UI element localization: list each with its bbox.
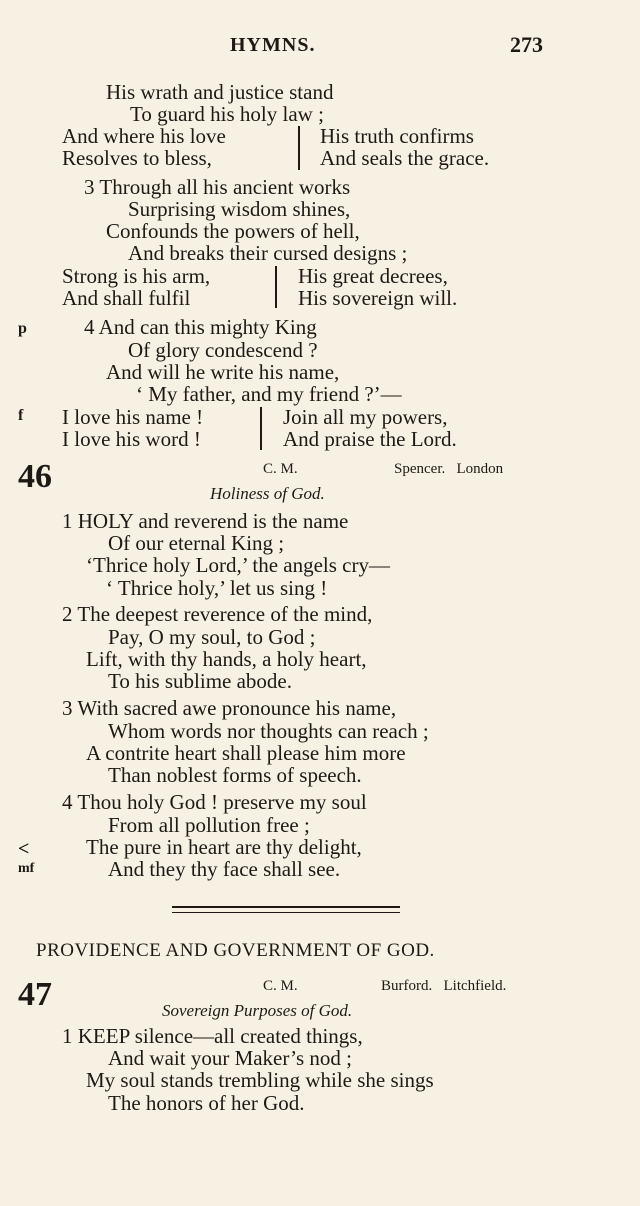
verse-line: 1 HOLY and reverend is the name (62, 509, 349, 533)
crescendo-mark: < (18, 838, 30, 860)
verse-line: Pay, O my soul, to God ; (108, 625, 316, 649)
verse-line: And wait your Maker’s nod ; (108, 1046, 352, 1070)
hymn-number: 47 (18, 976, 52, 1013)
verse-line: To his sublime abode. (108, 669, 293, 693)
verse-line: Of our eternal King ; (108, 531, 285, 555)
split-divider (260, 407, 262, 450)
section-rule-bottom (172, 912, 400, 913)
section-heading: PROVIDENCE AND GOVERNMENT OF GOD. (36, 940, 435, 961)
verse-line-right: Join all my powers, (283, 405, 448, 429)
verse-line: And they thy face shall see. (108, 857, 341, 881)
verse-line: Whom words nor thoughts can reach ; (108, 719, 429, 743)
verse-line: ‘Thrice holy Lord,’ the angels cry— (86, 553, 390, 577)
verse-line: Of glory condescend ? (128, 338, 318, 362)
verse-line-left: I love his word ! (62, 427, 201, 451)
verse-line: The honors of her God. (108, 1091, 305, 1115)
verse-line: Confounds the powers of hell, (106, 219, 360, 243)
verse-line: His wrath and justice stand (106, 80, 334, 104)
verse-line: Surprising wisdom shines, (128, 197, 351, 221)
verse-line: To guard his holy law ; (130, 102, 324, 126)
verse-line: Than noblest forms of speech. (108, 763, 362, 787)
verse-line: The pure in heart are thy delight, (86, 835, 362, 859)
verse-line: 3 Through all his ancient works (84, 175, 351, 199)
section-rule-top (172, 906, 400, 908)
hymn-subtitle: Holiness of God. (210, 484, 325, 503)
verse-line: 4 Thou holy God ! preserve my soul (62, 790, 367, 814)
verse-line-right: And seals the grace. (320, 146, 490, 170)
hymn-number: 46 (18, 458, 52, 495)
verse-line: 1 KEEP silence—all created things, (62, 1024, 363, 1048)
hymn-subtitle: Sovereign Purposes of God. (162, 1001, 353, 1020)
dynamic-mark-piano: p (18, 320, 27, 337)
dynamic-mark-mezzoforte: mf (18, 861, 35, 876)
dynamic-mark-forte: f (18, 407, 24, 424)
verse-line: ‘ Thrice holy,’ let us sing ! (106, 576, 328, 600)
hymn-tunes: Spencer. London (394, 461, 504, 477)
verse-line-left: Resolves to bless, (62, 146, 212, 170)
verse-line: ‘ My father, and my friend ?’— (136, 382, 402, 406)
verse-line-right: His sovereign will. (298, 286, 458, 310)
hymn-meter: C. M. (263, 978, 298, 994)
verse-line: 3 With sacred awe pronounce his name, (62, 696, 397, 720)
split-divider (298, 126, 300, 170)
verse-line-left: And shall fulfil (62, 286, 191, 310)
verse-line: 4 And can this mighty King (84, 315, 317, 339)
verse-line-left: I love his name ! (62, 405, 204, 429)
verse-line-right: His truth confirms (320, 124, 474, 148)
verse-line-right: And praise the Lord. (283, 427, 457, 451)
hymn-tunes: Burford. Litchfield. (381, 978, 507, 994)
verse-line: 2 The deepest reverence of the mind, (62, 602, 373, 626)
page-number: 273 (510, 32, 543, 57)
verse-line: Lift, with thy hands, a holy heart, (86, 647, 367, 671)
verse-line-right: His great decrees, (298, 264, 448, 288)
verse-line-left: Strong is his arm, (62, 264, 211, 288)
verse-line: From all pollution free ; (108, 813, 310, 837)
verse-line: And breaks their cursed designs ; (128, 241, 408, 265)
split-divider (275, 266, 277, 308)
verse-line-left: And where his love (62, 124, 226, 148)
verse-line: And will he write his name, (106, 360, 340, 384)
running-header: HYMNS. (230, 34, 316, 56)
verse-line: A contrite heart shall please him more (86, 741, 406, 765)
verse-line: My soul stands trembling while she sings (86, 1068, 434, 1092)
hymn-meter: C. M. (263, 461, 298, 477)
